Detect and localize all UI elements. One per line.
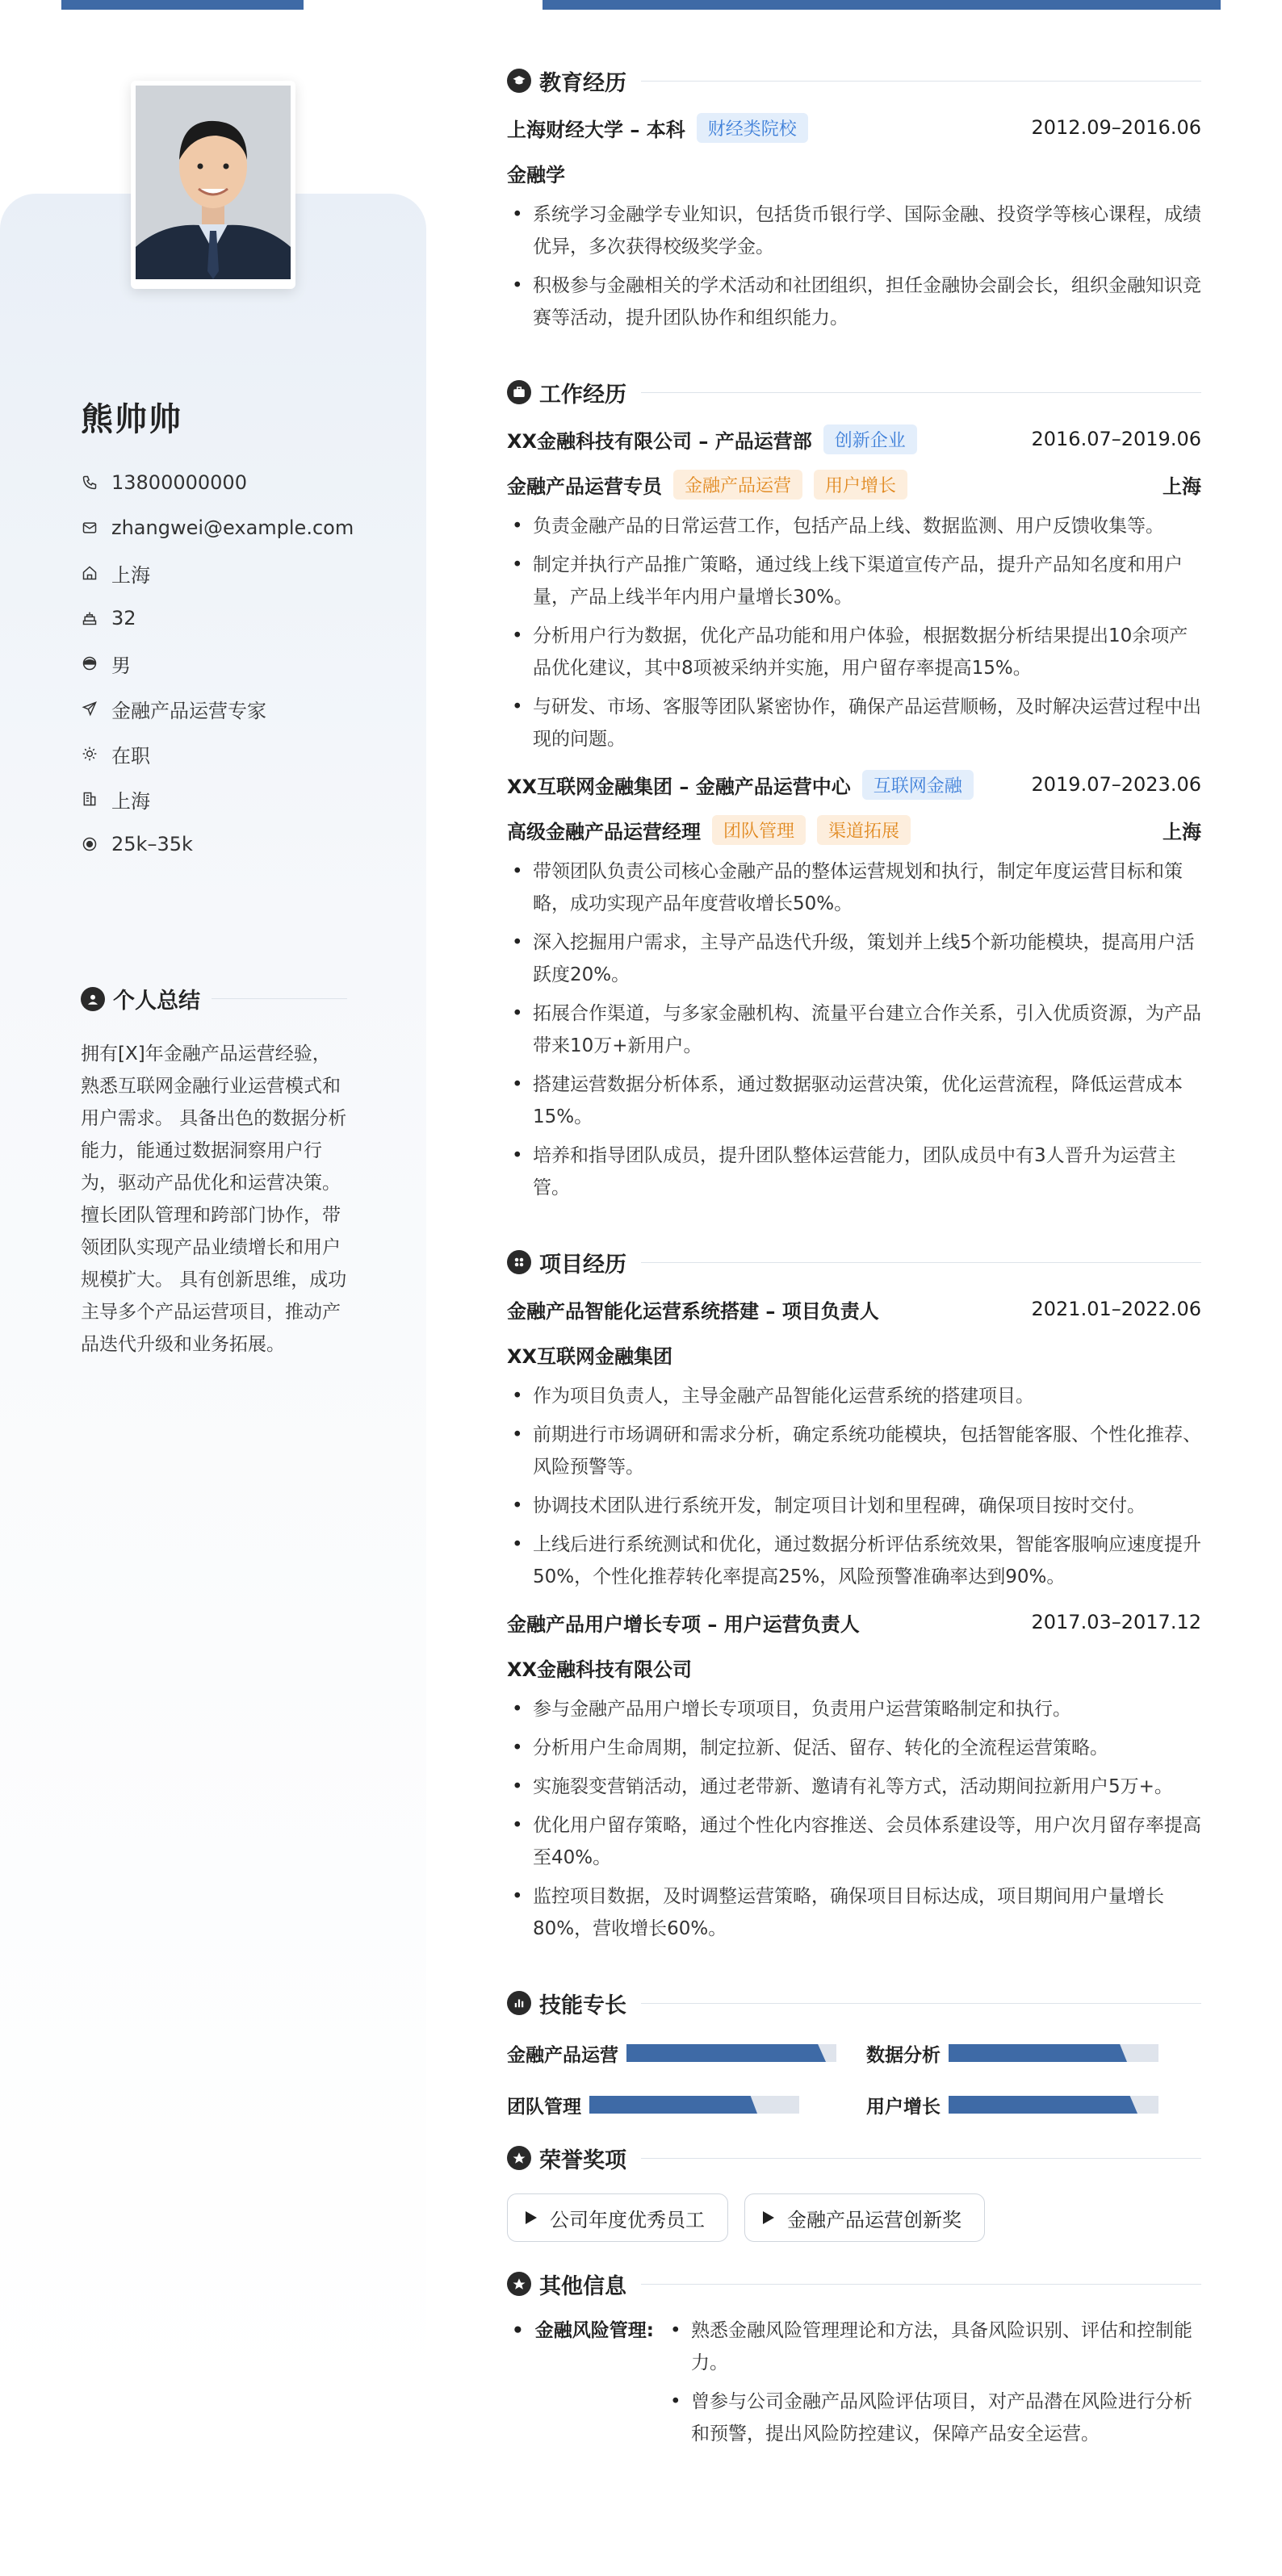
phone-icon — [81, 474, 98, 491]
job-1-company: XX金融科技有限公司 – 产品运营部 — [507, 429, 812, 453]
user-icon — [81, 987, 105, 1011]
info-city-text: 上海 — [111, 563, 150, 587]
project-2-name: 金融产品用户增长专项 – 用户运营负责人 — [507, 1612, 860, 1636]
briefcase-icon — [507, 380, 531, 404]
info-age — [81, 596, 354, 641]
job-2-position: 高级金融产品运营经理 — [507, 820, 701, 843]
summary-title: 个人总结 — [113, 989, 200, 1014]
job-1-bullets — [507, 510, 1201, 755]
school-tag: 财经类院校 — [697, 113, 808, 143]
project-1-date: 2021.01–2022.06 — [1031, 1298, 1201, 1320]
salary-icon — [81, 835, 98, 853]
list-item: • 曾参与公司金融产品风险评估项目，对产品潜在风险进行分析和预警，提出风险防控建议，保障产品安全运营。 — [665, 2386, 1201, 2450]
other-label — [507, 2315, 665, 2457]
project-1-bullets — [507, 1380, 1201, 1593]
project-1-org: XX互联网金融集团 — [507, 1344, 673, 1368]
info-email-text: zhangwei@example.com — [111, 516, 354, 539]
list-item: • 前期进行市场调研和需求分析，确定系统功能模块，包括智能客服、个性化推荐、风险预警等。 — [507, 1419, 1201, 1483]
list-item: • 参与金融产品用户增长专项项目，负责用户运营策略制定和执行。 — [507, 1693, 1201, 1725]
info-status-text: 在职 — [111, 744, 150, 767]
list-item: • 熟悉金融风险管理理论和方法，具备风险识别、评估和控制能力。 — [665, 2315, 1201, 2379]
project-1-name: 金融产品智能化运营系统搭建 – 项目负责人 — [507, 1299, 879, 1323]
divider — [212, 998, 347, 999]
candidate-name: 熊帅帅 — [81, 401, 182, 438]
award-item — [507, 2193, 728, 2242]
project-2-row — [507, 1600, 1201, 1645]
play-icon — [763, 2211, 774, 2224]
work-heading — [507, 368, 1201, 416]
education-row — [507, 105, 1201, 150]
education-bullets — [507, 199, 1201, 334]
avatar — [136, 86, 291, 279]
job-1-tag: 创新企业 — [823, 424, 917, 454]
divider — [641, 81, 1201, 82]
info-gender-text: 男 — [111, 654, 131, 677]
skills-heading — [507, 1979, 1201, 2027]
graduation-cap-icon — [507, 69, 531, 93]
skill-item — [866, 2035, 1201, 2071]
awards-heading — [507, 2134, 1201, 2182]
main-content — [507, 56, 1201, 2457]
project-2-org: XX金融科技有限公司 — [507, 1658, 693, 1681]
building-icon — [81, 790, 98, 808]
skill-bar — [626, 2044, 836, 2062]
info-email — [81, 505, 354, 550]
header-accent-bar-left — [61, 0, 304, 10]
play-icon — [526, 2211, 537, 2224]
other-title: 其他信息 — [539, 2273, 626, 2299]
job-1-position: 金融产品运营专员 — [507, 475, 662, 498]
job-2-skill-tag: 团队管理 — [712, 815, 806, 845]
list-item: • 系统学习金融学专业知识，包括货币银行学、国际金融、投资学等核心课程，成绩优异，多次获得校级奖学金。 — [507, 199, 1201, 263]
job-2-row — [507, 762, 1201, 807]
list-item: • 作为项目负责人，主导金融产品智能化运营系统的搭建项目。 — [507, 1380, 1201, 1412]
job-1-skill-tag: 金融产品运营 — [673, 470, 802, 500]
age-icon — [81, 609, 98, 627]
skill-name: 团队管理 — [507, 2096, 581, 2118]
divider — [641, 392, 1201, 393]
divider — [641, 1262, 1201, 1263]
list-item: • 深入挖掘用户需求，主导产品迭代升级，策划并上线5个新功能模块，提高用户活跃度20%。 — [507, 926, 1201, 991]
job-2-location: 上海 — [1163, 820, 1201, 843]
summary-text: 拥有[X]年金融产品运营经验，熟悉互联网金融行业运营模式和用户需求。 具备出色的数据分析能力，能通过数据洞察用户行为，驱动产品优化和运营决策。 擅长团队管理和跨部门协作，带领团队实现产品业绩增长和用户规模扩大。 具有创新思维，成功主导多个产品运营项目，推动产品迭代升级和业务拓展。 — [81, 1043, 347, 1355]
bar-chart-icon — [507, 1991, 531, 2015]
info-salary-text: 25k–35k — [111, 833, 193, 855]
contact-info-list — [81, 460, 354, 867]
skill-item — [507, 2087, 842, 2122]
list-item: • 分析用户生命周期，制定拉新、促活、留存、转化的全流程运营策略。 — [507, 1732, 1201, 1764]
list-item: • 积极参与金融相关的学术活动和社团组织，担任金融协会副会长，组织金融知识竞赛等活动，提升团队协作和组织能力。 — [507, 270, 1201, 334]
info-job-title — [81, 686, 354, 731]
header-accent-bar-right — [543, 0, 1221, 10]
awards-list — [507, 2193, 1201, 2242]
project-2-org-row — [507, 1645, 1201, 1690]
divider — [641, 2158, 1201, 2159]
award-icon — [507, 2146, 531, 2170]
summary-heading — [81, 983, 347, 1014]
profile-photo — [131, 81, 295, 289]
job-2-company: XX互联网金融集团 – 金融产品运营中心 — [507, 775, 851, 798]
other-bullets — [665, 2315, 1201, 2457]
info-status — [81, 731, 354, 776]
list-item: • 带领团队负责公司核心金融产品的整体运营规划和执行，制定年度运营目标和策略，成功实现产品年度营收增长50%。 — [507, 855, 1201, 920]
skill-name: 数据分析 — [866, 2044, 941, 2066]
info-salary — [81, 822, 354, 867]
skill-bar-fill — [949, 2044, 1127, 2062]
skill-bar-fill — [626, 2044, 826, 2062]
list-item: • 实施裂变营销活动，通过老带新、邀请有礼等方式，活动期间拉新用户5万+。 — [507, 1771, 1201, 1803]
job-2-date: 2019.07–2023.06 — [1031, 773, 1201, 796]
list-item: • 制定并执行产品推广策略，通过线上线下渠道宣传产品，提升产品知名度和用户量，产品上线半年内用户量增长30%。 — [507, 549, 1201, 613]
skill-name: 金融产品运营 — [507, 2044, 618, 2066]
skill-bar — [949, 2096, 1158, 2114]
status-icon — [81, 745, 98, 763]
award-label: 金融产品运营创新奖 — [787, 2208, 962, 2231]
project-2-date: 2017.03–2017.12 — [1031, 1611, 1201, 1633]
award-icon — [507, 2272, 531, 2296]
job-1-skill-tag: 用户增长 — [814, 470, 907, 500]
list-item: • 分析用户行为数据，优化产品功能和用户体验，根据数据分析结果提出10余项产品优化建议，其中8项被采纳并实施，用户留存率提高15%。 — [507, 620, 1201, 684]
info-job-title-text: 金融产品运营专家 — [111, 699, 266, 722]
education-date: 2012.09–2016.06 — [1031, 116, 1201, 139]
divider — [641, 2284, 1201, 2285]
list-item: • 培养和指导团队成员，提升团队整体运营能力，团队成员中有3人晋升为运营主管。 — [507, 1140, 1201, 1204]
skills-grid — [507, 2035, 1201, 2122]
info-work-city — [81, 776, 354, 822]
other-label-text: • 金融风险管理: — [534, 2320, 654, 2341]
project-1-org-row — [507, 1332, 1201, 1377]
major: 金融学 — [507, 163, 565, 186]
education-heading — [507, 56, 1201, 105]
list-item: • 协调技术团队进行系统开发，制定项目计划和里程碑，确保项目按时交付。 — [507, 1490, 1201, 1522]
info-phone-text: 13800000000 — [111, 471, 247, 494]
info-age-text: 32 — [111, 607, 136, 629]
list-item: • 优化用户留存策略，通过个性化内容推送、会员体系建设等，用户次月留存率提高至40%。 — [507, 1809, 1201, 1874]
job-2-tag: 互联网金融 — [862, 770, 974, 800]
project-1-row — [507, 1286, 1201, 1332]
info-work-city-text: 上海 — [111, 789, 150, 813]
skill-bar — [589, 2096, 799, 2114]
skill-bar-fill — [589, 2096, 757, 2114]
work-title: 工作经历 — [539, 382, 626, 408]
other-heading — [507, 2260, 1201, 2308]
projects-heading — [507, 1238, 1201, 1286]
send-icon — [81, 700, 98, 717]
list-item: • 拓展合作渠道，与多家金融机构、流量平台建立合作关系，引入优质资源，为产品带来10万+新用户。 — [507, 997, 1201, 1062]
skills-title: 技能专长 — [539, 1993, 626, 2018]
info-gender — [81, 641, 354, 686]
grid-icon — [507, 1250, 531, 1274]
project-2-bullets — [507, 1693, 1201, 1945]
projects-title: 项目经历 — [539, 1252, 626, 1278]
job-1-position-row — [507, 462, 1201, 507]
other-info — [507, 2315, 1201, 2457]
award-label: 公司年度优秀员工 — [550, 2208, 705, 2231]
job-2-bullets — [507, 855, 1201, 1204]
list-item: • 上线后进行系统测试和优化，通过数据分析评估系统效果，智能客服响应速度提升50%，个性化推荐转化率提高25%，风险预警准确率达到90%。 — [507, 1528, 1201, 1593]
list-item: • 搭建运营数据分析体系，通过数据驱动运营决策，优化运营流程，降低运营成本15%。 — [507, 1068, 1201, 1133]
skill-name: 用户增长 — [866, 2096, 941, 2118]
divider — [641, 2003, 1201, 2004]
home-icon — [81, 564, 98, 582]
list-item: • 与研发、市场、客服等团队紧密协作，确保产品运营顺畅，及时解决运营过程中出现的问题。 — [507, 691, 1201, 755]
education-title: 教育经历 — [539, 70, 626, 96]
skill-item — [507, 2035, 842, 2071]
mail-icon — [81, 519, 98, 537]
list-item: • 监控项目数据，及时调整运营策略，确保项目目标达成，项目期间用户量增长80%，营收增长60%。 — [507, 1880, 1201, 1945]
job-1-row — [507, 416, 1201, 462]
job-2-position-row — [507, 807, 1201, 852]
skill-bar-fill — [949, 2096, 1137, 2114]
job-2-skill-tag: 渠道拓展 — [817, 815, 911, 845]
school-name: 上海财经大学 – 本科 — [507, 118, 685, 141]
skill-bar — [949, 2044, 1158, 2062]
list-item: • 负责金融产品的日常运营工作，包括产品上线、数据监测、用户反馈收集等。 — [507, 510, 1201, 542]
major-row — [507, 150, 1201, 195]
award-item — [744, 2193, 985, 2242]
skill-item — [866, 2087, 1201, 2122]
gender-icon — [81, 654, 98, 672]
info-phone — [81, 460, 354, 505]
awards-title: 荣誉奖项 — [539, 2147, 626, 2173]
job-1-date: 2016.07–2019.06 — [1031, 428, 1201, 450]
job-1-location: 上海 — [1163, 475, 1201, 498]
info-city — [81, 550, 354, 596]
